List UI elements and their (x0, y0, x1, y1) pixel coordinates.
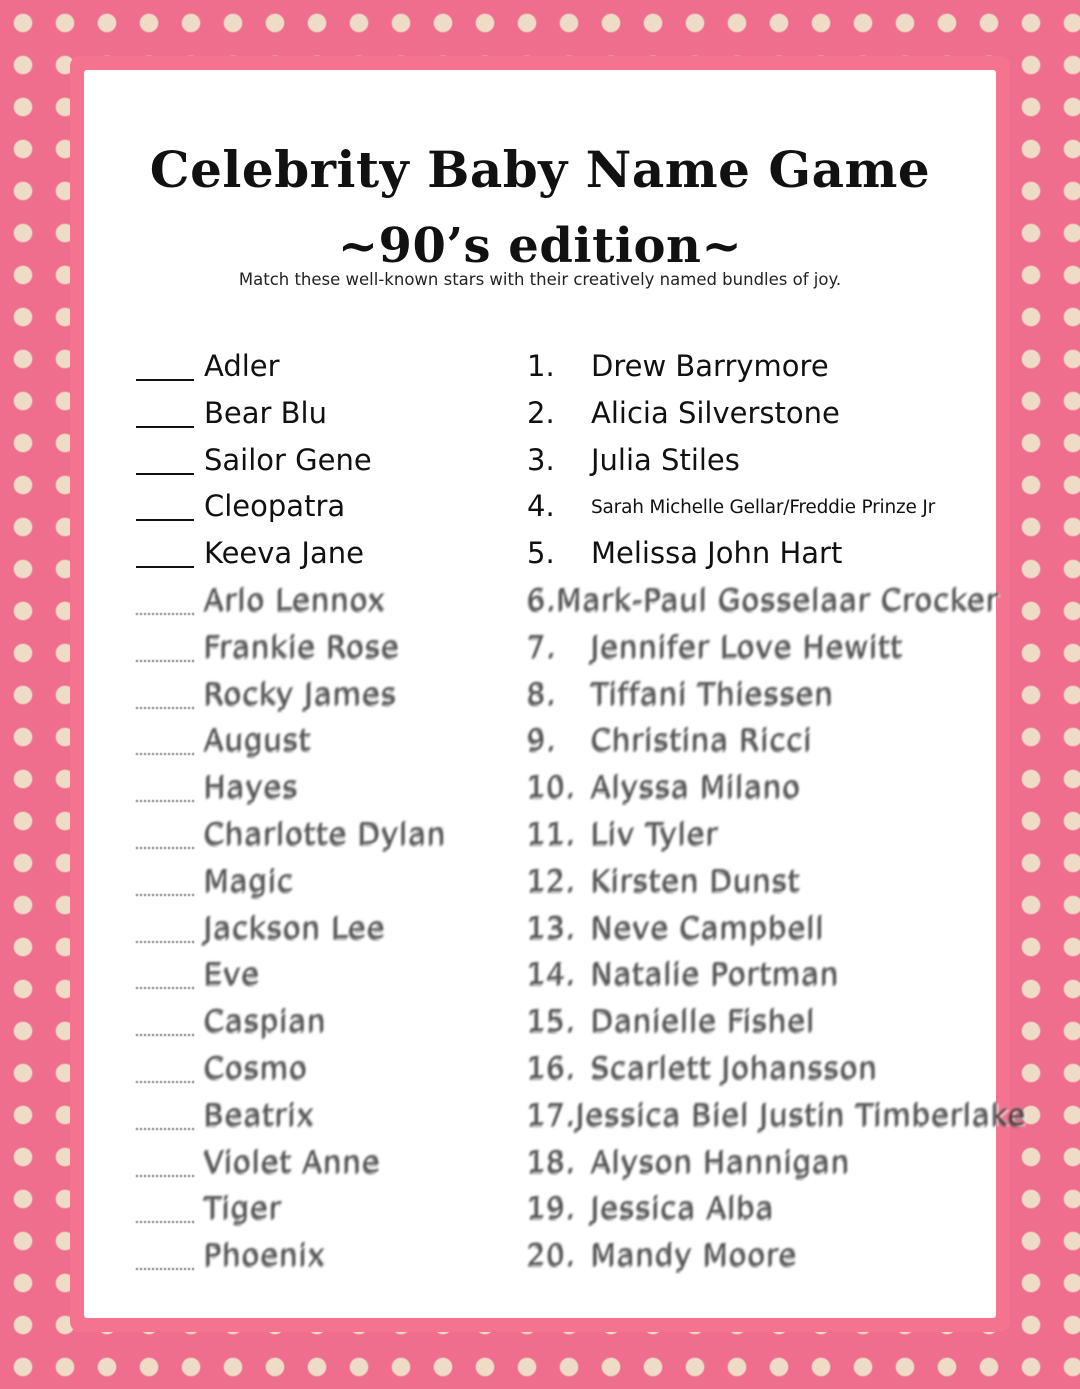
celebrity-name: Mandy Moore (591, 1238, 798, 1273)
celebrity-number: 5. (527, 536, 555, 571)
celebrity-number: 1. (527, 349, 555, 383)
celebrity-name: Drew Barrymore (591, 349, 829, 383)
celebrity-number: 19. (527, 1191, 577, 1226)
answer-blank[interactable] (136, 910, 194, 943)
baby-name: Sailor Gene (204, 442, 372, 477)
celebrity-number: 14. (527, 957, 577, 992)
baby-name-row (136, 442, 536, 489)
celebrity-number: 13. (527, 910, 577, 945)
celebrity-number: 7. (527, 629, 557, 664)
celebrity-row (527, 488, 997, 535)
celebrity-row (527, 1050, 997, 1097)
answer-blank[interactable] (136, 1003, 194, 1036)
celebrity-row (527, 395, 997, 442)
baby-name-row (136, 629, 536, 676)
baby-name-row (136, 722, 536, 769)
answer-blank[interactable] (136, 769, 194, 802)
baby-name: August (204, 723, 312, 758)
baby-name: Rocky James (204, 676, 398, 711)
baby-names-list (136, 348, 536, 1284)
baby-name-row (136, 535, 536, 582)
baby-name-row (136, 1003, 536, 1050)
celebrity-number: 6. (527, 582, 557, 617)
celebrity-row (527, 582, 1000, 629)
celebrity-number: 15. (527, 1004, 577, 1039)
celebrity-row (527, 676, 997, 723)
celebrity-name: Kirsten Dunst (591, 863, 801, 898)
celebrity-row (527, 629, 997, 676)
answer-blank[interactable] (136, 442, 194, 475)
baby-name-row (136, 1237, 536, 1284)
instructions-text: Match these well-known stars with their creatively named bundles of joy. (238, 270, 842, 289)
answer-blank[interactable] (136, 1190, 194, 1223)
answer-blank[interactable] (136, 348, 194, 381)
celebrity-row (527, 1097, 1027, 1144)
celebrity-row (527, 442, 997, 489)
page-subtitle-edition: ~90’s edition~ (337, 218, 743, 274)
celebrity-number: 16. (527, 1050, 577, 1085)
celebrity-name: Mark-Paul Gosselaar Crocker (556, 582, 1000, 617)
celebrity-number: 8. (527, 676, 557, 711)
celebrity-row (527, 1190, 997, 1237)
celebrity-number: 20. (527, 1238, 577, 1273)
baby-name: Cosmo (204, 1050, 309, 1085)
baby-name: Hayes (204, 770, 299, 805)
baby-name: Bear Blu (204, 395, 327, 430)
celebrity-name: Neve Campbell (591, 910, 825, 945)
celebrity-name: Danielle Fishel (591, 1004, 816, 1039)
baby-name-row (136, 863, 536, 910)
celebrity-number: 12. (527, 863, 577, 898)
baby-name-row (136, 676, 536, 723)
celebrity-number: 10. (527, 770, 577, 805)
answer-blank[interactable] (136, 956, 194, 989)
answer-blank[interactable] (136, 722, 194, 755)
baby-name-row (136, 956, 536, 1003)
celebrity-number: 3. (527, 442, 555, 477)
baby-name: Tiger (204, 1191, 283, 1226)
celebrity-name: Sarah Michelle Gellar/Freddie Prinze Jr (591, 497, 936, 519)
baby-name: Magic (204, 863, 295, 898)
answer-blank[interactable] (136, 1144, 194, 1177)
celebrity-row (527, 956, 997, 1003)
celebrity-name: Melissa John Hart (591, 536, 843, 571)
celebrity-number: 9. (527, 723, 557, 758)
page-title: Celebrity Baby Name Game (149, 140, 931, 199)
celebrity-row (527, 722, 997, 769)
baby-name-row (136, 910, 536, 957)
celebrity-name: Jessica Alba (591, 1191, 775, 1226)
baby-name: Frankie Rose (204, 629, 401, 664)
baby-name: Cleopatra (204, 489, 346, 524)
answer-blank[interactable] (136, 582, 194, 615)
celebrity-name: Jessica Biel Justin Timberlake (576, 1097, 1027, 1132)
answer-blank[interactable] (136, 816, 194, 849)
baby-name: Eve (204, 957, 261, 992)
baby-name-row (136, 769, 536, 816)
celebrities-list (527, 348, 1027, 1284)
celebrity-row (527, 769, 997, 816)
answer-blank[interactable] (136, 1237, 194, 1270)
celebrity-row (527, 1237, 997, 1284)
baby-name-row (136, 348, 536, 395)
game-card (84, 70, 1027, 1318)
baby-name: Adler (204, 349, 280, 383)
baby-name: Caspian (204, 1004, 327, 1039)
baby-name-row (136, 488, 536, 535)
celebrity-row (527, 1003, 997, 1050)
baby-name-row (136, 582, 536, 629)
celebrity-number: 18. (527, 1144, 577, 1179)
baby-name: Phoenix (204, 1238, 327, 1273)
celebrity-row (527, 1144, 997, 1191)
celebrity-name: Alyson Hannigan (591, 1144, 851, 1179)
celebrity-name: Liv Tyler (591, 816, 719, 851)
baby-name: Beatrix (204, 1097, 316, 1132)
celebrity-row (527, 348, 997, 395)
answer-blank[interactable] (136, 535, 194, 568)
answer-blank[interactable] (136, 488, 194, 521)
celebrity-name: Natalie Portman (591, 957, 840, 992)
celebrity-row (527, 910, 997, 957)
answer-blank[interactable] (136, 629, 194, 662)
baby-name-row (136, 395, 536, 442)
celebrity-row (527, 816, 997, 863)
baby-name: Keeva Jane (204, 536, 364, 571)
answer-blank[interactable] (136, 395, 194, 428)
answer-blank[interactable] (136, 863, 194, 896)
celebrity-number: 11. (527, 816, 577, 851)
celebrity-name: Alyssa Milano (591, 770, 802, 805)
baby-name-row (136, 1144, 536, 1191)
baby-name: Arlo Lennox (204, 582, 387, 617)
baby-name-row (136, 1097, 536, 1144)
baby-name: Jackson Lee (204, 910, 386, 945)
baby-name: Violet Anne (204, 1144, 381, 1179)
celebrity-name: Jennifer Love Hewitt (591, 629, 904, 664)
celebrity-name: Alicia Silverstone (591, 395, 840, 430)
celebrity-name: Tiffani Thiessen (591, 676, 835, 711)
answer-blank[interactable] (136, 676, 194, 709)
answer-blank[interactable] (136, 1097, 194, 1130)
celebrity-row (527, 535, 997, 582)
celebrity-number: 2. (527, 395, 555, 430)
baby-name: Charlotte Dylan (204, 816, 447, 851)
celebrity-name: Christina Ricci (591, 723, 813, 758)
baby-name-row (136, 816, 536, 863)
baby-name-row (136, 1050, 536, 1097)
celebrity-name: Scarlett Johansson (591, 1050, 879, 1085)
answer-blank[interactable] (136, 1050, 194, 1083)
celebrity-number: 17. (527, 1097, 577, 1132)
pink-border-frame (70, 56, 1027, 1332)
celebrity-number: 4. (527, 489, 555, 524)
baby-name-row (136, 1190, 536, 1237)
celebrity-row (527, 863, 997, 910)
celebrity-name: Julia Stiles (591, 442, 740, 477)
